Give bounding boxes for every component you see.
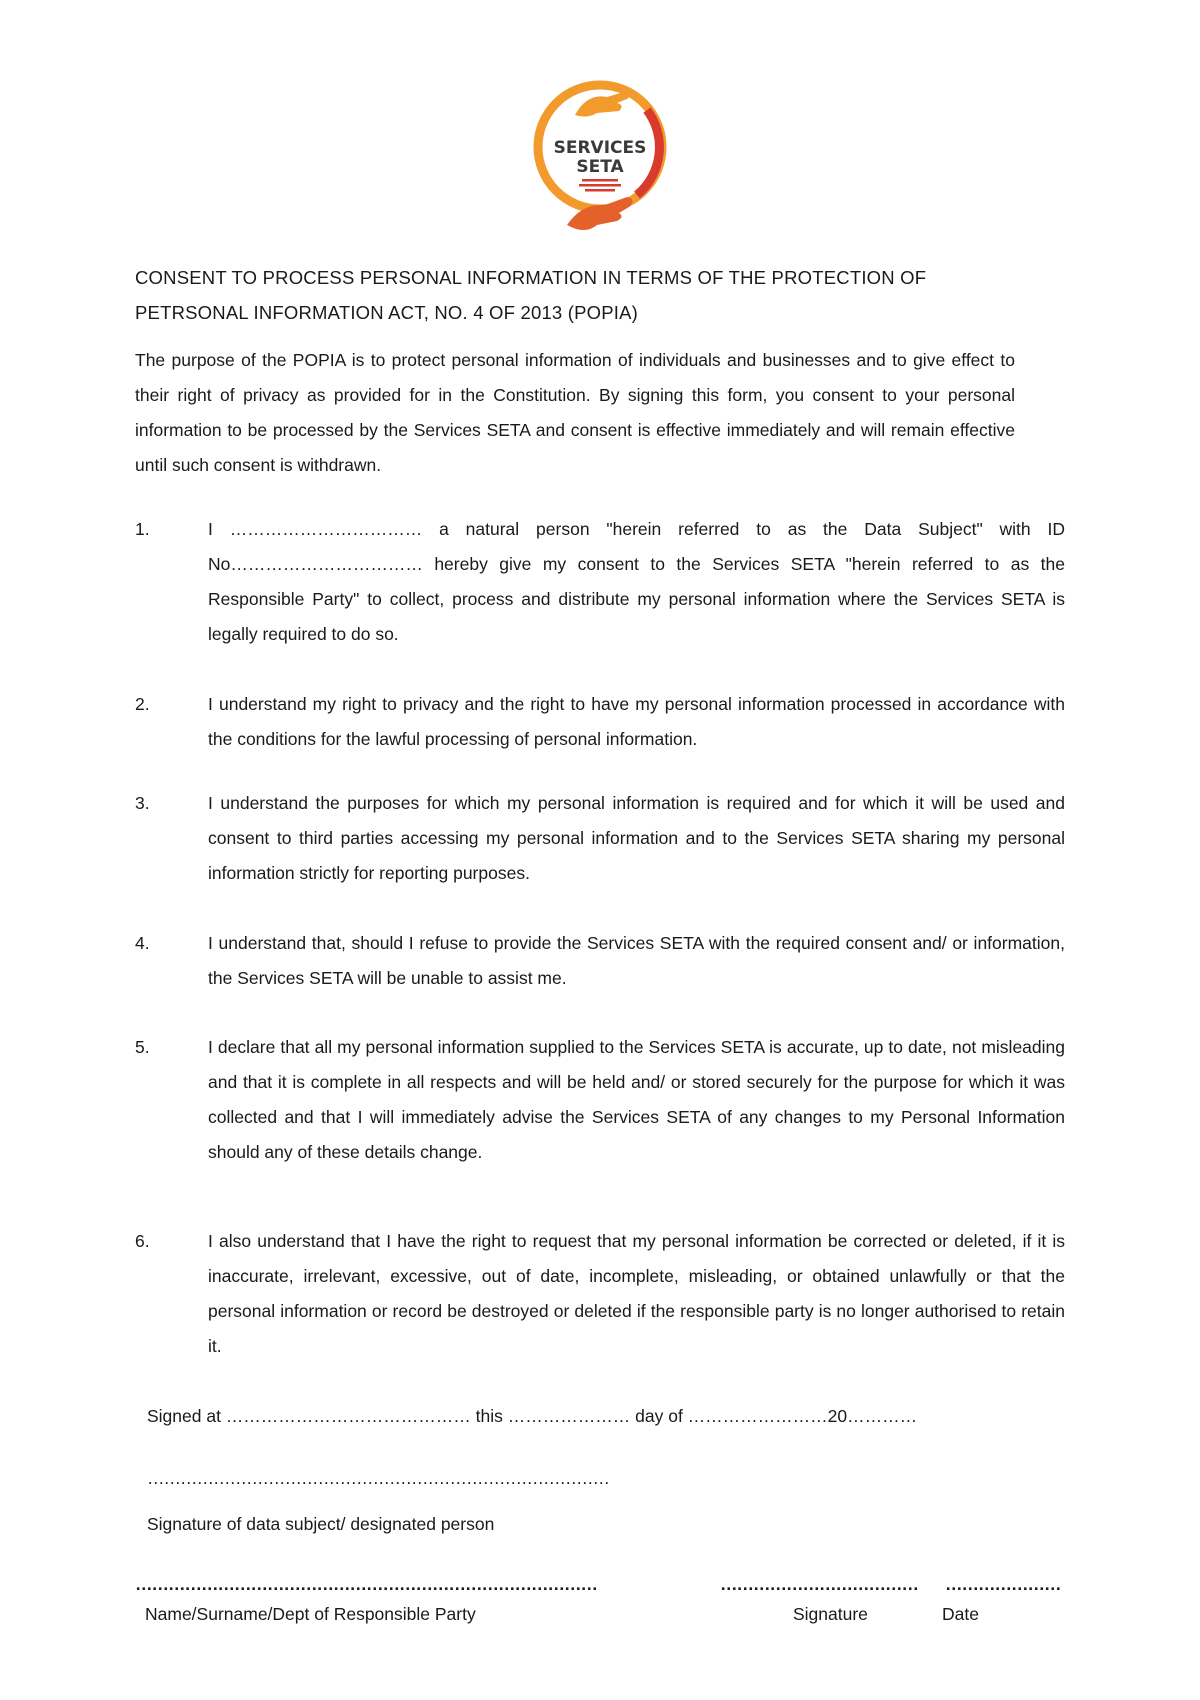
date-label: Date	[942, 1604, 979, 1624]
logo-stripe	[585, 189, 615, 192]
responsible-party-signature-field[interactable]: ………………………………	[720, 1574, 918, 1594]
item-text: I understand that, should I refuse to provide the Services SETA with the required consent and/ or information, the Services SETA will be unable to assist me.	[208, 933, 1065, 988]
item-number: 4.	[135, 933, 150, 953]
title-line-1: CONSENT TO PROCESS PERSONAL INFORMATION IN TERMS OF THE PROTECTION OF	[135, 267, 927, 288]
item-text: I also understand that I have the right to request that my personal information be corrected or deleted, if it is inaccurate, irrelevant, excessive, out of date, incomplete, misleading, or obtained unlawfully or that the personal information or record be destroyed or deleted if the responsible party is no longer authorised to retain it.	[208, 1231, 1065, 1356]
logo-stripe	[582, 179, 618, 182]
date-field[interactable]: …………………	[945, 1574, 1061, 1594]
item-text: I …………………………… a natural person "herein referred to as the Data Subject" with ID No…………………………… hereby give my consent to the Services SETA "herein referred to as the Responsible Party" to collect, process and distribute my personal information where the Services SETA is legally required to do so.	[208, 519, 1065, 644]
data-subject-signature-label: Signature of data subject/ designated person	[147, 1514, 495, 1534]
logo-graphic	[527, 75, 673, 245]
signed-at-line[interactable]: Signed at …………………………………… this ………………… day of ……………………20…………	[147, 1406, 918, 1426]
item-text: I declare that all my personal information supplied to the Services SETA is accurate, up to date, not misleading and that it is complete in all respects and will be held and/ or stored securely for the purpose for which it was collected and that I will immediately advise the Services SETA of any changes to my Personal Information should any of these details change.	[208, 1037, 1065, 1162]
hand-top-icon	[575, 91, 631, 117]
services-seta-logo	[527, 75, 673, 245]
data-subject-signature-field[interactable]: …………………………………………………………………………	[147, 1468, 609, 1488]
item-number: 5.	[135, 1037, 150, 1057]
item-text: I understand my right to privacy and the right to have my personal information processed in accordance with the conditions for the lawful processing of personal information.	[208, 694, 1065, 749]
document-title	[135, 260, 1015, 330]
intro-paragraph: The purpose of the POPIA is to protect personal information of individuals and businesses and to give effect to their right of privacy as provided for in the Constitution. By signing this form, you consent to your personal information to be processed by the Services SETA and consent is effective immediately and will remain effective until such consent is withdrawn.	[135, 350, 1015, 475]
item-number: 6.	[135, 1231, 150, 1251]
logo-stripe	[579, 184, 621, 187]
item-number: 1.	[135, 519, 150, 539]
responsible-party-name-field[interactable]: …………………………………………………………………………	[135, 1574, 597, 1594]
item-text: I understand the purposes for which my personal information is required and for which it will be used and consent to third parties accessing my personal information and to the Services SETA sharing my personal information strictly for reporting purposes.	[208, 793, 1065, 883]
logo-text-services: SERVICES	[553, 138, 647, 158]
item-number: 2.	[135, 694, 150, 714]
responsible-party-name-label: Name/Surname/Dept of Responsible Party	[145, 1604, 476, 1624]
responsible-party-signature-label: Signature	[793, 1604, 868, 1624]
title-line-2: PETRSONAL INFORMATION ACT, NO. 4 OF 2013 (POPIA)	[135, 302, 639, 323]
logo-text-seta: SETA	[576, 157, 624, 177]
item-number: 3.	[135, 793, 150, 813]
